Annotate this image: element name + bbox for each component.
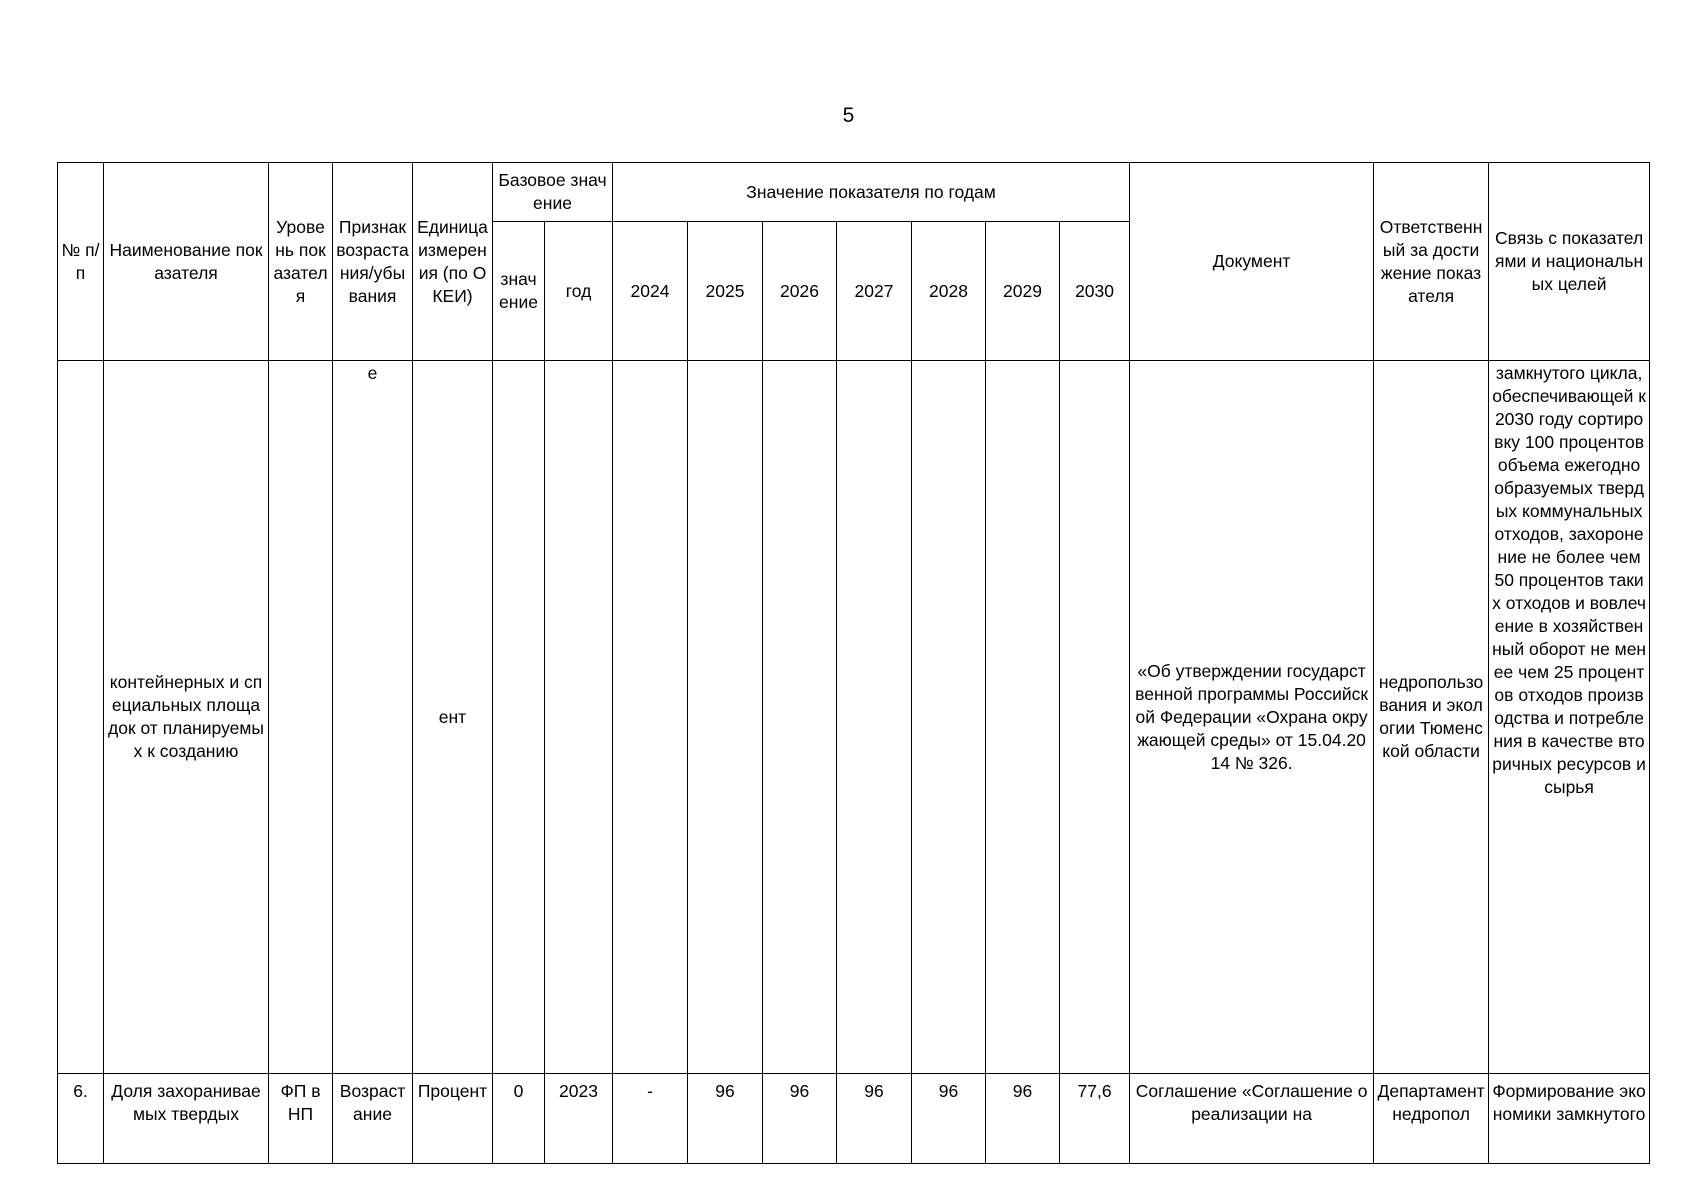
header-unit: Единица измерения (по ОКЕИ) — [413, 163, 493, 361]
header-year-2025: 2025 — [688, 222, 763, 361]
header-sign: Признак возрастания/убывания — [333, 163, 413, 361]
header-year-2026: 2026 — [763, 222, 837, 361]
header-base-year: год — [545, 222, 613, 361]
cell-sign: е — [333, 361, 413, 1074]
header-base: Базовое значение — [493, 163, 613, 222]
header-link: Связь с показателями и национальных целей — [1489, 163, 1650, 361]
table-row — [58, 361, 1650, 1074]
cell-2024: - — [613, 1074, 688, 1164]
cell-base-value: 0 — [493, 1074, 545, 1164]
cell-2029 — [986, 361, 1060, 1074]
cell-level: ФП в НП — [269, 1074, 333, 1164]
cell-base-year — [545, 361, 613, 1074]
header-by-years: Значение показателя по годам — [613, 163, 1130, 222]
cell-2027 — [837, 361, 912, 1074]
table-row — [58, 1074, 1650, 1164]
cell-2025: 96 — [688, 1074, 763, 1164]
header-base-value: значение — [493, 222, 545, 361]
header-name: Наименование показателя — [104, 163, 269, 361]
header-year-2024: 2024 — [613, 222, 688, 361]
cell-name: Доля захораниваемых твердых — [104, 1074, 269, 1164]
page-number: 5 — [842, 104, 855, 127]
cell-level — [269, 361, 333, 1074]
header-level: Уровень показателя — [269, 163, 333, 361]
header-responsible: Ответственный за достижение показателя — [1374, 163, 1489, 361]
indicators-table — [57, 162, 1650, 1164]
cell-base-value — [493, 361, 545, 1074]
cell-num — [58, 361, 104, 1074]
cell-responsible: Департамент недропол — [1374, 1074, 1489, 1164]
header-num: № п/п — [58, 163, 104, 361]
cell-name: контейнерных и специальных площадок от планируемых к созданию — [104, 361, 269, 1074]
cell-2024 — [613, 361, 688, 1074]
cell-responsible: недропользования и экологии Тюменской области — [1374, 361, 1489, 1074]
cell-2027: 96 — [837, 1074, 912, 1164]
cell-link: замкнутого цикла, обеспечивающей к 2030 году сортировку 100 процентов объема ежегодно образуемых твердых коммунальных отходов, захоронение не более чем 50 процентов таких отходов и вовлечение в хозяйственный оборот не менее чем 25 процентов отходов производства и потребления в качестве вторичных ресурсов и сырья — [1489, 361, 1650, 1074]
cell-2026: 96 — [763, 1074, 837, 1164]
cell-num: 6. — [58, 1074, 104, 1164]
cell-document: Соглашение «Соглашение о реализации на — [1130, 1074, 1374, 1164]
cell-sign: Возрастание — [333, 1074, 413, 1164]
header-year-2027: 2027 — [837, 222, 912, 361]
header-year-2030: 2030 — [1060, 222, 1130, 361]
cell-2030 — [1060, 361, 1130, 1074]
header-year-2029: 2029 — [986, 222, 1060, 361]
cell-2026 — [763, 361, 837, 1074]
cell-2030: 77,6 — [1060, 1074, 1130, 1164]
cell-2029: 96 — [986, 1074, 1060, 1164]
cell-document: «Об утверждении государственной программы Российской Федерации «Охрана окружающей среды» от 15.04.2014 № 326. — [1130, 361, 1374, 1074]
cell-link: Формирование экономики замкнутого — [1489, 1074, 1650, 1164]
cell-base-year: 2023 — [545, 1074, 613, 1164]
header-document: Документ — [1130, 163, 1374, 361]
cell-2028 — [912, 361, 986, 1074]
cell-2025 — [688, 361, 763, 1074]
cell-unit: ент — [413, 361, 493, 1074]
cell-unit: Процент — [413, 1074, 493, 1164]
header-year-2028: 2028 — [912, 222, 986, 361]
cell-2028: 96 — [912, 1074, 986, 1164]
